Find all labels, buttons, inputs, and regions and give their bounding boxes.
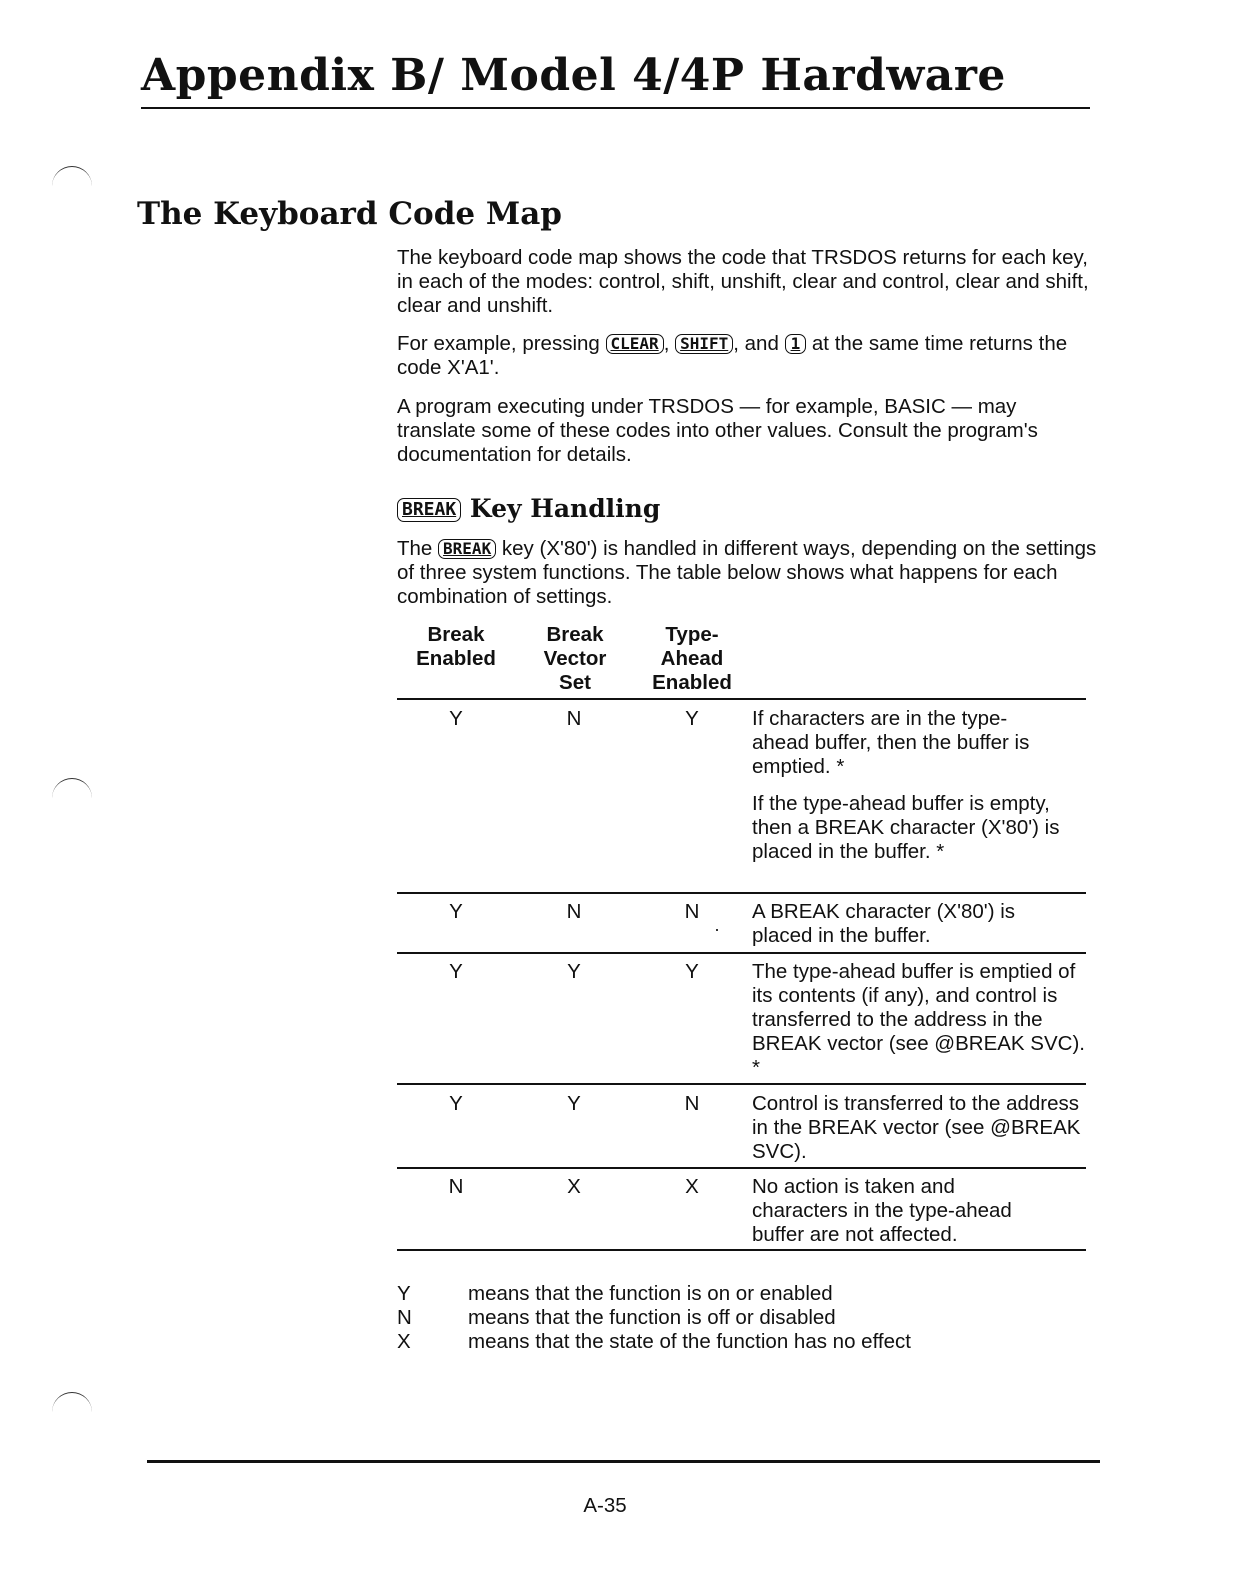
header-line: Break <box>546 623 604 646</box>
header-break-vector-set <box>525 623 625 695</box>
margin-mark <box>52 1392 92 1413</box>
cell-break-enabled: Y <box>449 707 463 730</box>
legend-text: means that the function is off or disabled <box>468 1306 836 1329</box>
stray-dot <box>716 929 718 931</box>
cell-break-vector-set: N <box>566 707 582 730</box>
cell-type-ahead-enabled: X <box>685 1175 699 1198</box>
cell-type-ahead-enabled: N <box>684 1092 700 1115</box>
table-rule <box>397 892 1086 894</box>
cell-break-enabled: Y <box>449 1092 463 1115</box>
text: at the same time returns the code X'A1'. <box>397 332 1068 379</box>
header-line: Type- <box>665 623 719 646</box>
table-rule <box>397 1167 1086 1169</box>
cell-description: A BREAK character (X'80') is placed in the buffer. <box>752 900 1016 947</box>
text: , <box>663 332 676 355</box>
header-break-enabled <box>406 623 506 671</box>
break-key-icon: BREAK <box>397 498 461 522</box>
header-line: Vector <box>543 647 607 670</box>
cell-type-ahead-enabled: Y <box>685 960 699 983</box>
example-paragraph <box>397 332 1097 380</box>
cell-description: The type-ahead buffer is emptied of its contents (if any), and control is transferred to the address in the BREAK vector (see @BREAK SVC). * <box>752 960 1085 1079</box>
cell-break-enabled: N <box>448 1175 464 1198</box>
cell-break-vector-set: X <box>567 1175 581 1198</box>
header-line: Set <box>559 671 591 694</box>
legend-symbol: N <box>397 1306 412 1329</box>
cell-break-enabled: Y <box>449 900 463 923</box>
cell-description: Control is transferred to the address in the BREAK vector (see @BREAK SVC). <box>752 1092 1081 1163</box>
table-rule <box>397 698 1086 700</box>
shift-key-icon: SHIFT <box>675 334 733 354</box>
cell-type-ahead-enabled: Y <box>685 707 699 730</box>
text: , and <box>733 332 785 355</box>
cell-break-enabled: Y <box>449 960 463 983</box>
one-key-icon: 1 <box>785 334 807 354</box>
header-line: Enabled <box>416 647 496 670</box>
cell-type-ahead-enabled: N <box>684 900 700 923</box>
break-paragraph <box>397 537 1097 609</box>
chapter-title: Appendix B/ Model 4/4P Hardware <box>141 50 1006 101</box>
header-line: Break <box>427 623 485 646</box>
section-title: The Keyboard Code Map <box>137 196 562 232</box>
cell-description: No action is taken and characters in the type-ahead buffer are not affected. <box>752 1175 1012 1246</box>
text: key (X'80') is handled in different ways, depending on the settings of three system functions. The table below shows what happens for each combination of settings. <box>397 537 1097 608</box>
cell-description: If the type-ahead buffer is empty, then a BREAK character (X'80') is placed in the buffer. * <box>752 792 1060 863</box>
break-key-icon: BREAK <box>438 539 496 559</box>
cell-break-vector-set: Y <box>567 1092 581 1115</box>
legend-symbol: X <box>397 1330 411 1353</box>
table-rule <box>397 952 1086 954</box>
margin-mark <box>52 166 92 187</box>
footer-rule <box>147 1460 1100 1463</box>
table-rule <box>397 1249 1086 1251</box>
page-number: A-35 <box>583 1494 627 1517</box>
legend-text: means that the state of the function has no effect <box>468 1330 911 1353</box>
cell-break-vector-set: Y <box>567 960 581 983</box>
subsection-title <box>397 494 660 523</box>
header-type-ahead-enabled <box>642 623 742 695</box>
margin-mark <box>52 778 92 799</box>
intro-paragraph: The keyboard code map shows the code that TRSDOS returns for each key, in each of the modes: control, shift, unshift, clear and control, clear and shift, clear and unshift. <box>397 246 1089 317</box>
translation-paragraph: A program executing under TRSDOS — for example, BASIC — may translate some of these codes into other values. Consult the program's documentation for details. <box>397 395 1038 466</box>
table-rule <box>397 1083 1086 1085</box>
subsection-title-text: Key Handling <box>461 494 661 523</box>
clear-key-icon: CLEAR <box>606 334 664 354</box>
chapter-rule <box>141 107 1090 109</box>
cell-break-vector-set: N <box>566 900 582 923</box>
text: The <box>397 537 439 560</box>
header-line: Enabled <box>652 671 732 694</box>
legend-text: means that the function is on or enabled <box>468 1282 833 1305</box>
legend-symbol: Y <box>397 1282 411 1305</box>
header-line: Ahead <box>660 647 724 670</box>
cell-description: If characters are in the type-ahead buffer, then the buffer is emptied. * <box>752 707 1030 778</box>
text: For example, pressing <box>397 332 606 355</box>
